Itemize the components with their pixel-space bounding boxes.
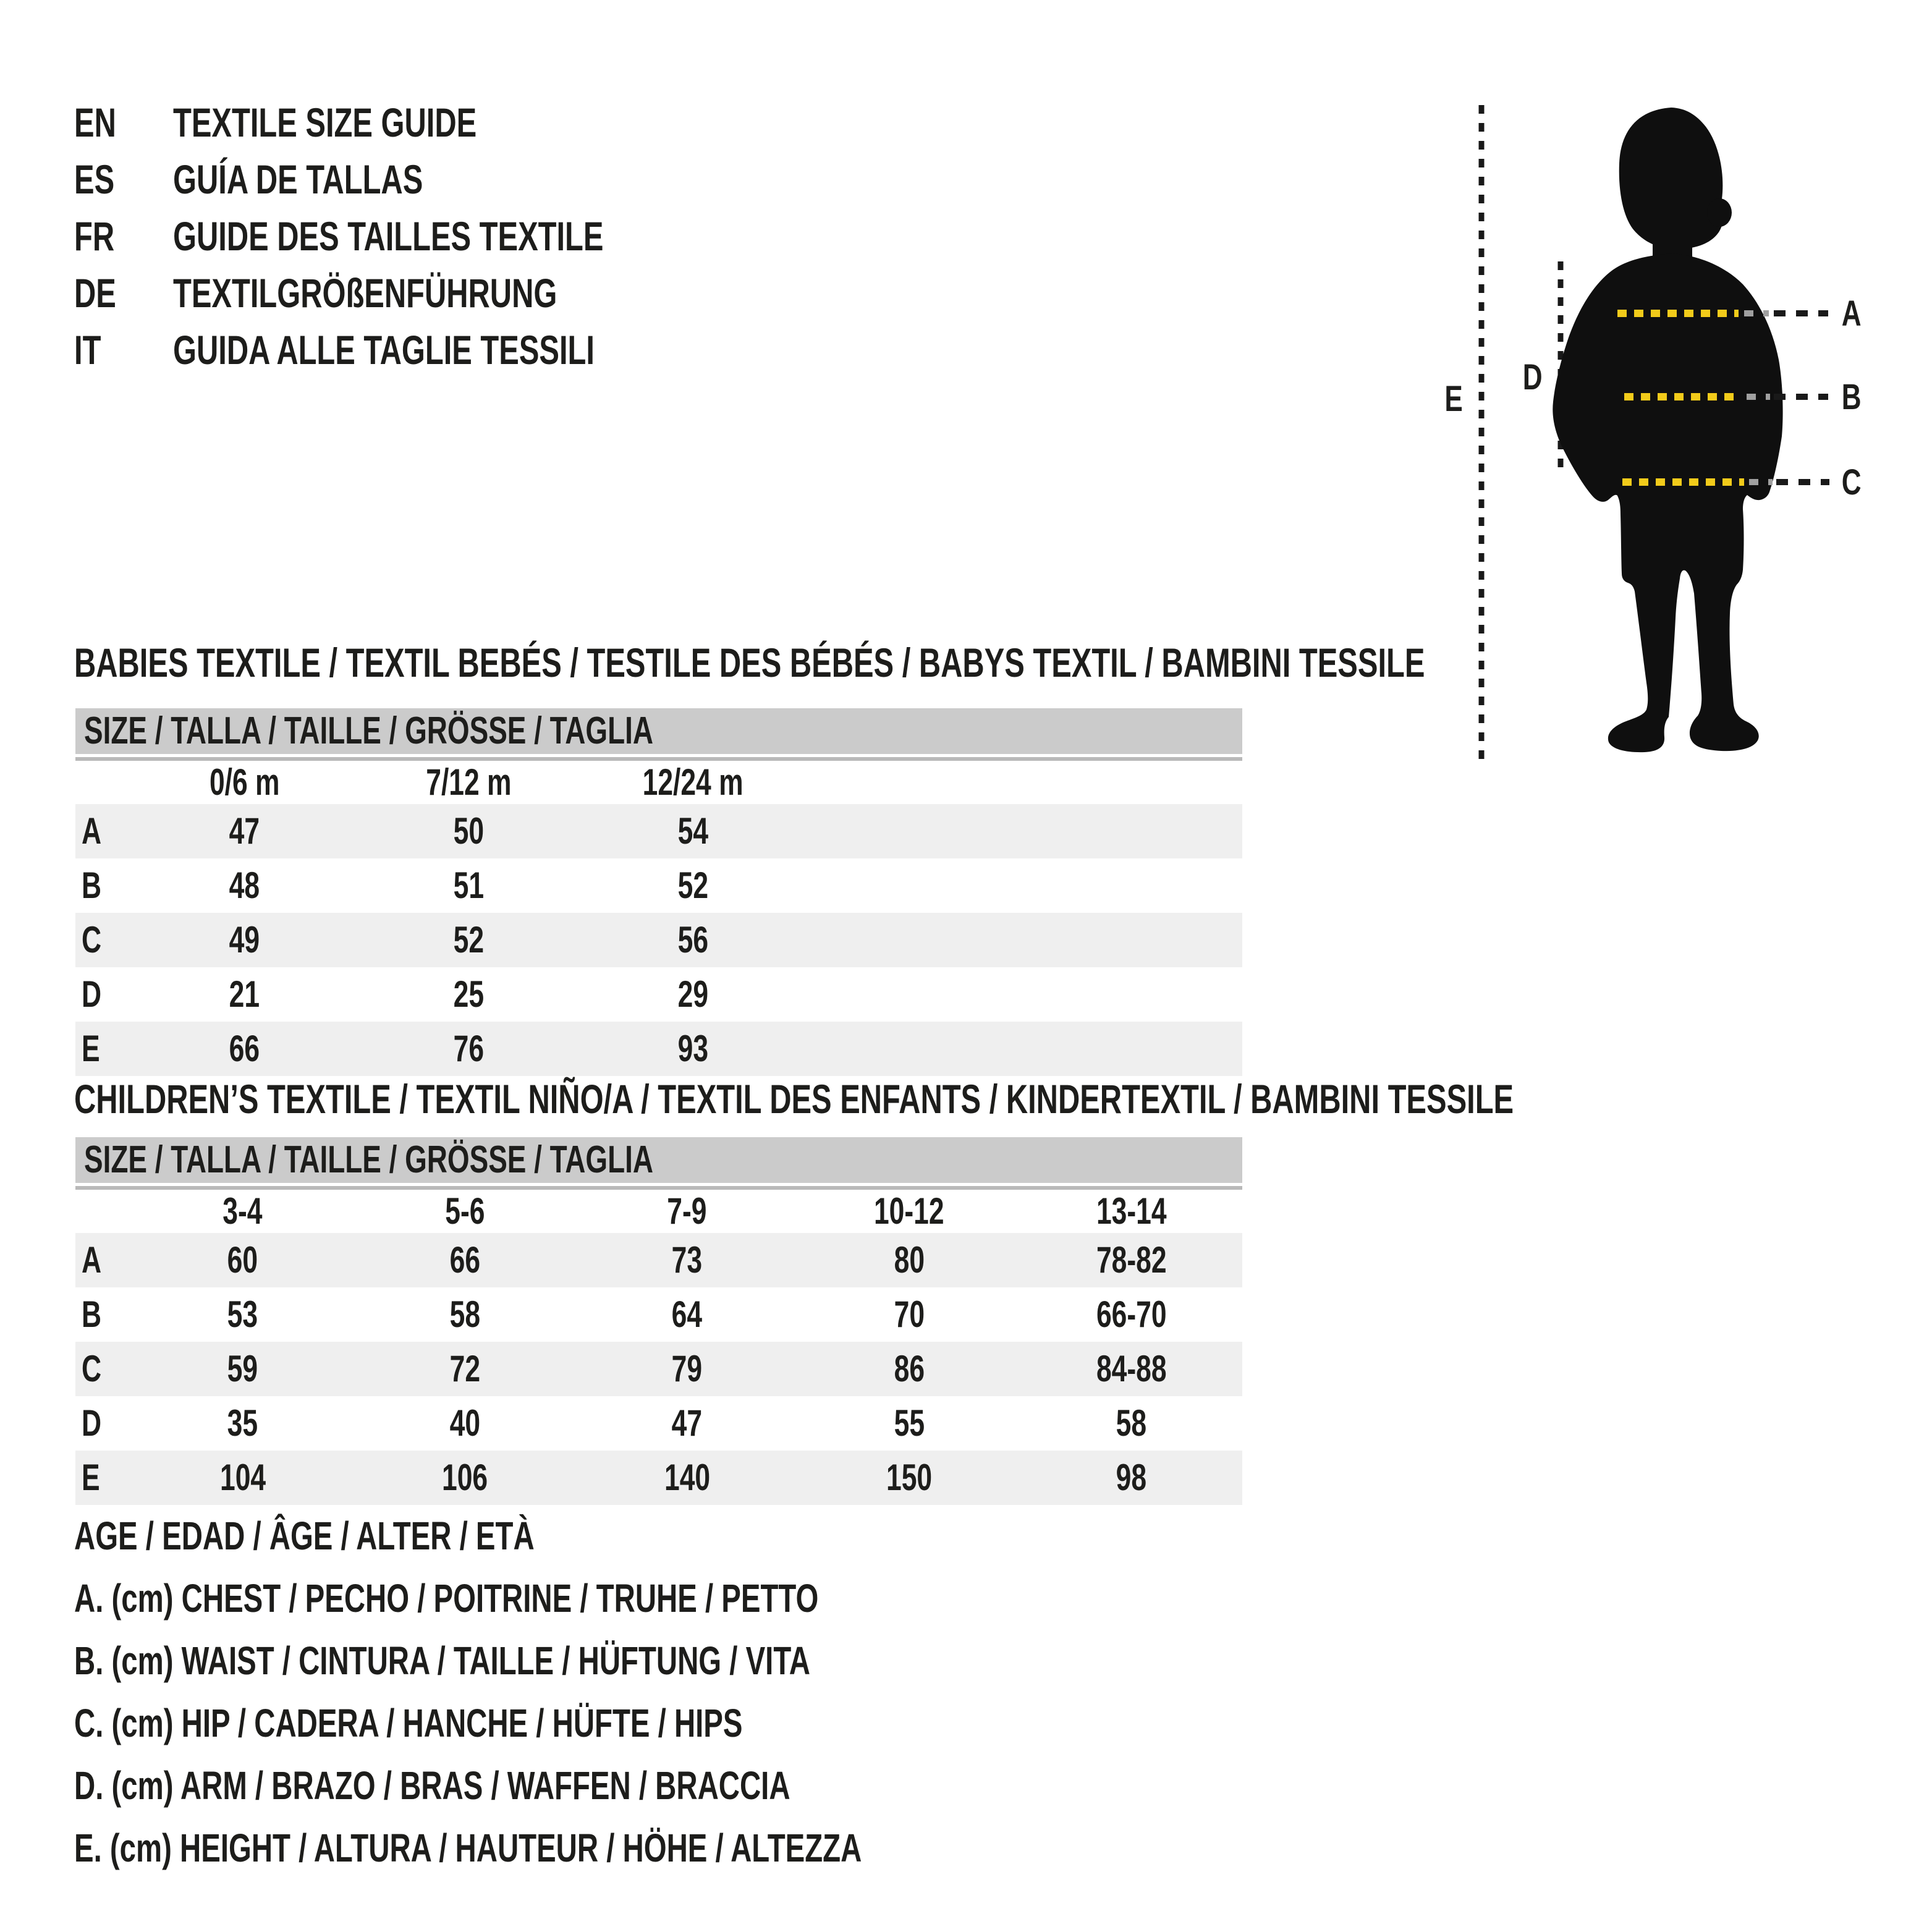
- row-label: A: [82, 1239, 102, 1281]
- lang-row-en: [74, 94, 755, 151]
- figure-label-b: B: [1841, 376, 1862, 417]
- column-header: 12/24 m: [643, 761, 744, 803]
- children-column-headers: [75, 1190, 1242, 1233]
- lang-code: EN: [74, 100, 116, 145]
- lang-title: GUÍA DE TALLAS: [173, 156, 423, 202]
- lang-row-es: [74, 151, 755, 208]
- column-header: 7/12 m: [426, 761, 512, 803]
- table-row: [75, 804, 1242, 858]
- cell: 50: [453, 810, 485, 852]
- cell: 76: [453, 1028, 485, 1069]
- babies-size-bar: SIZE / TALLA / TAILLE / GRÖSSE / TAGLIA: [75, 708, 1242, 754]
- cell: 78-82: [1096, 1239, 1167, 1281]
- lang-code: IT: [74, 327, 101, 373]
- cell: 40: [449, 1402, 480, 1444]
- cell: 25: [453, 973, 485, 1015]
- lang-title: TEXTILGRÖßENFÜHRUNG: [173, 270, 557, 316]
- table-row: [75, 1342, 1242, 1396]
- lang-code: DE: [74, 270, 116, 316]
- row-label: D: [82, 1402, 102, 1444]
- row-label: E: [82, 1028, 100, 1069]
- table-row: [75, 967, 1242, 1022]
- cell: 56: [677, 919, 709, 960]
- cell: 104: [219, 1457, 266, 1498]
- legend-height: E. (cm) HEIGHT / ALTURA / HAUTEUR / HÖHE / ALTEZZA: [74, 1826, 862, 1870]
- cell: 66: [449, 1239, 480, 1281]
- column-header: 5-6: [445, 1190, 485, 1232]
- lang-row-fr: [74, 208, 755, 265]
- row-label: C: [82, 1348, 102, 1389]
- table-row: [75, 1233, 1242, 1287]
- measurement-legend: [74, 1505, 1138, 1879]
- cell: 150: [886, 1457, 932, 1498]
- lang-title: GUIDA ALLE TAGLIE TESSILI: [173, 327, 595, 373]
- table-row: [75, 913, 1242, 967]
- corner-cell: [75, 761, 132, 804]
- language-title-block: [74, 94, 755, 378]
- cell: 106: [442, 1457, 488, 1498]
- row-label: A: [82, 810, 102, 852]
- cell: 84-88: [1096, 1348, 1167, 1389]
- figure-label-d: D: [1522, 357, 1543, 397]
- babies-column-headers: [75, 761, 1242, 804]
- table-row: [75, 1022, 1242, 1076]
- cell: 55: [894, 1402, 925, 1444]
- cell: 66-70: [1096, 1294, 1167, 1335]
- table-row: [75, 1451, 1242, 1505]
- children-size-bar: SIZE / TALLA / TAILLE / GRÖSSE / TAGLIA: [75, 1137, 1242, 1183]
- lang-row-it: [74, 321, 755, 378]
- legend-arm: D. (cm) ARM / BRAZO / BRAS / WAFFEN / BRACCIA: [74, 1763, 790, 1808]
- lang-row-de: [74, 265, 755, 321]
- lang-code: FR: [74, 213, 115, 259]
- legend-waist: B. (cm) WAIST / CINTURA / TAILLE / HÜFTUNG / VITA: [74, 1638, 810, 1683]
- lang-title: TEXTILE SIZE GUIDE: [173, 100, 477, 145]
- cell: 47: [671, 1402, 703, 1444]
- column-header: 0/6 m: [209, 761, 280, 803]
- row-label: C: [82, 919, 102, 960]
- column-header: 10-12: [874, 1190, 944, 1232]
- children-size-table: [75, 1137, 1242, 1505]
- legend-chest: A. (cm) CHEST / PECHO / POITRINE / TRUHE / PETTO: [74, 1576, 819, 1621]
- cell: 52: [453, 919, 485, 960]
- row-label: B: [82, 865, 102, 906]
- cell: 70: [894, 1294, 925, 1335]
- cell: 48: [229, 865, 260, 906]
- cell: 86: [894, 1348, 925, 1389]
- cell: 52: [677, 865, 709, 906]
- table-row: [75, 1287, 1242, 1342]
- cell: 59: [227, 1348, 258, 1389]
- table-row: [75, 858, 1242, 913]
- table-row: [75, 1396, 1242, 1451]
- children-section-heading: CHILDREN’S TEXTILE / TEXTIL NIÑO/A / TEXTIL DES ENFANTS / KINDERTEXTIL / BAMBINI TESSILE: [74, 1076, 1514, 1122]
- cell: 53: [227, 1294, 258, 1335]
- figure-label-c: C: [1841, 462, 1862, 502]
- cell: 72: [449, 1348, 480, 1389]
- cell: 49: [229, 919, 260, 960]
- cell: 58: [1116, 1402, 1146, 1444]
- column-header: 3-4: [222, 1190, 263, 1232]
- cell: 51: [453, 865, 485, 906]
- column-header: 7-9: [667, 1190, 707, 1232]
- cell: 21: [229, 973, 260, 1015]
- column-header: 13-14: [1096, 1190, 1167, 1232]
- cell: 54: [677, 810, 709, 852]
- cell: 80: [894, 1239, 925, 1281]
- row-label: E: [82, 1457, 100, 1498]
- corner-cell: [75, 1190, 132, 1233]
- cell: 98: [1116, 1457, 1146, 1498]
- legend-age: AGE / EDAD / ÂGE / ALTER / ETÀ: [74, 1514, 535, 1558]
- cell: 58: [449, 1294, 480, 1335]
- babies-section-heading: BABIES TEXTILE / TEXTIL BEBÉS / TESTILE DES BÉBÉS / BABYS TEXTIL / BAMBINI TESSILE: [74, 640, 1425, 685]
- legend-hip: C. (cm) HIP / CADERA / HANCHE / HÜFTE / HIPS: [74, 1701, 743, 1745]
- cell: 66: [229, 1028, 260, 1069]
- cell: 140: [664, 1457, 710, 1498]
- cell: 35: [227, 1402, 258, 1444]
- cell: 60: [227, 1239, 258, 1281]
- cell: 73: [671, 1239, 703, 1281]
- cell: 64: [671, 1294, 703, 1335]
- silhouette-ear: [1707, 198, 1732, 227]
- lang-title: GUIDE DES TAILLES TEXTILE: [173, 213, 604, 259]
- cell: 79: [671, 1348, 703, 1389]
- figure-label-e: E: [1444, 378, 1463, 419]
- row-label: D: [82, 973, 102, 1015]
- babies-size-table: [75, 708, 1242, 1076]
- silhouette-head: [1619, 108, 1724, 249]
- cell: 93: [677, 1028, 709, 1069]
- lang-code: ES: [74, 156, 115, 202]
- cell: 29: [677, 973, 709, 1015]
- child-measurement-figure: [1440, 99, 1932, 791]
- row-label: B: [82, 1294, 102, 1335]
- cell: 47: [229, 810, 260, 852]
- figure-label-a: A: [1841, 293, 1862, 334]
